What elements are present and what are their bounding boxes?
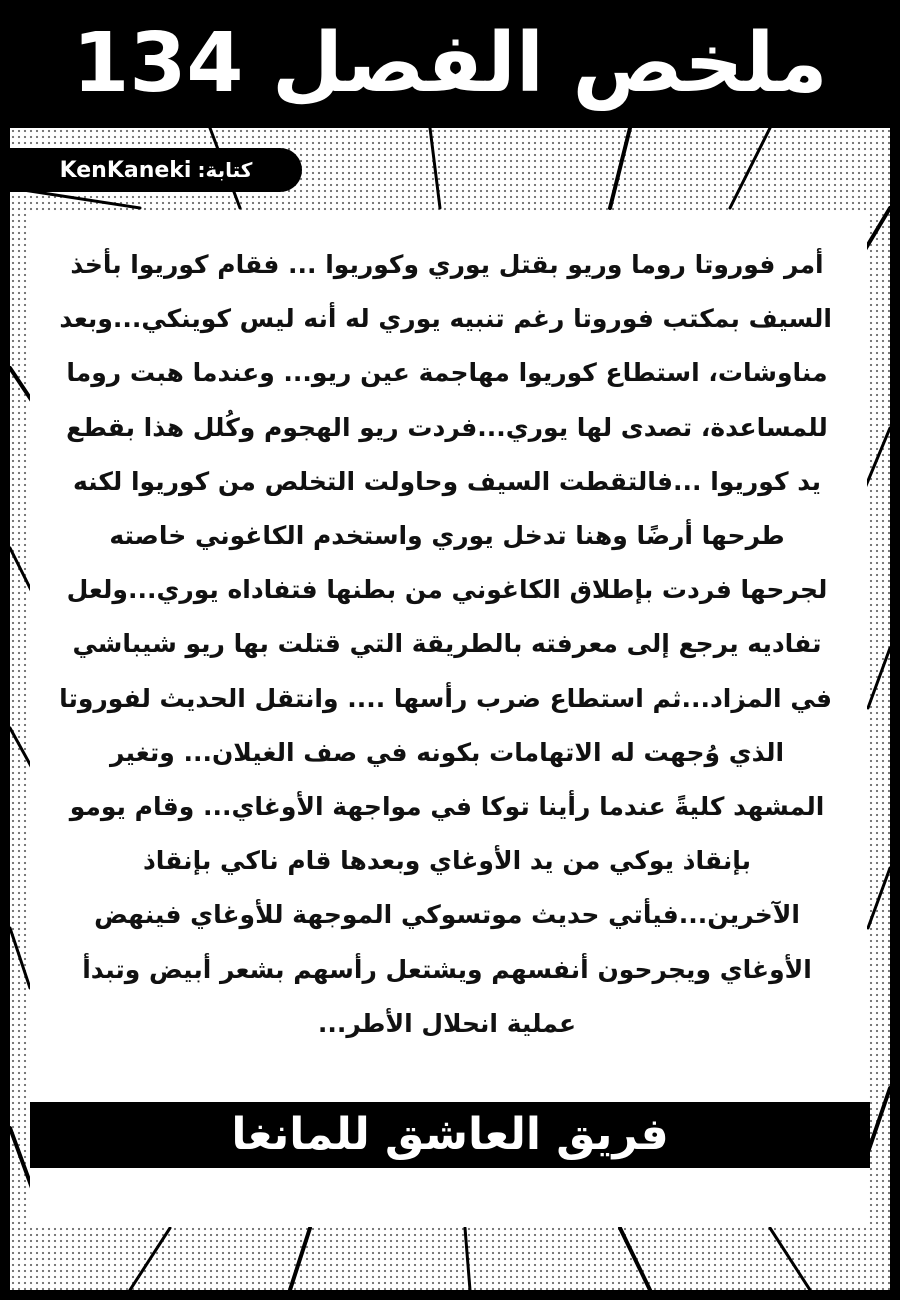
summary-line: الأوغاي ويجرحون أنفسهم ويشتعل رأسهم بشعر أبيض وتبدأ [82,954,812,984]
team-banner [30,1102,870,1168]
summary-line: للمساعدة، تصدى لها يوري...فردت ريو الهجوم وكُلل هذا بقطع [66,412,828,442]
credit-label: كتابة: [197,158,253,182]
summary-line: مناوشات، استطاع كوريوا مهاجمة عين ريو... وعندما هبت روما [66,358,828,388]
summary-line: السيف بمكتب فوروتا رغم تنبيه يوري له أنه ليس كوينكي...وبعد [59,304,832,334]
summary-line: بإنقاذ يوكي من يد الأوغاي وبعدها قام ناكي بإنقاذ [142,846,752,876]
chapter-summary [59,238,832,1051]
author-credit [10,148,302,192]
summary-line: أمر فوروتا روما وريو بقتل يوري وكوريوا ... فقام كوريوا بأخذ [70,250,824,279]
summary-line: لجرحها فردت بإطلاق الكاغوني من بطنها فتفاداه يوري...ولعل [66,575,828,605]
summary-line: تفاديه يرجع إلى معرفته بالطريقة التي قتلت بها ريو شيباشي [72,629,822,659]
summary-line: يد كوريوا ...فالتقطت السيف وحاولت التخلص من كوريوا لكنه [72,466,822,496]
summary-line: طرحها أرضًا وهنا تدخل يوري واستخدم الكاغوني خاصته [109,521,785,551]
summary-line: الذي وُجهت له الاتهامات بكونه في صف الغيلان... وتغير [109,737,785,767]
team-name: فريق العاشق للمانغا [231,1109,669,1160]
summary-line: المشهد كليةً عندما رأينا توكا في مواجهة الأوغاي... وقام يومو [69,792,825,822]
summary-line: عملية انحلال الأطر... [317,1008,577,1038]
summary-line: في المزاد...ثم استطاع ضرب رأسها .... وانتقل الحديث لفوروتا [59,683,832,713]
page-title: ملخص الفصل 134 [72,16,828,111]
author-name: KenKaneki [59,157,192,183]
summary-line: الآخرين...فيأتي حديث موتسوكي الموجهة للأوغاي فينهض [94,900,800,930]
title-bar [0,0,900,128]
